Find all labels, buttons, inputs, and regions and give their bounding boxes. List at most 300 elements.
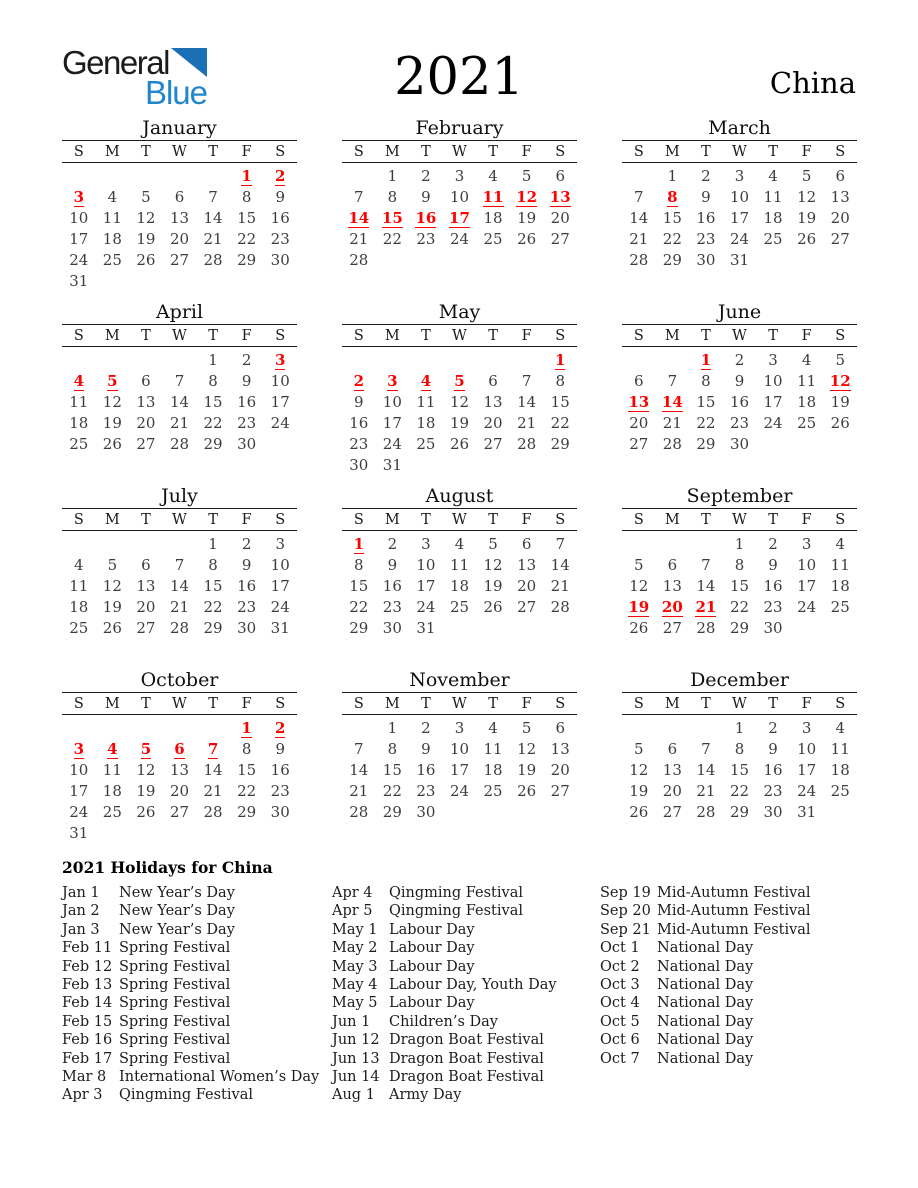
- empty-cell: [129, 166, 163, 187]
- weekday-label: T: [141, 143, 151, 160]
- calendar-day: 26: [102, 435, 122, 453]
- calendar-day: 25: [69, 619, 89, 637]
- calendar-day-holiday: 4: [107, 740, 118, 758]
- calendar-day: 8: [387, 740, 398, 758]
- calendar-day: 29: [382, 803, 402, 821]
- month-title: May: [438, 301, 481, 323]
- calendar-day: 26: [102, 619, 122, 637]
- holiday-name: National Day: [657, 977, 754, 994]
- weekday-label: S: [555, 143, 566, 160]
- calendar-day: 9: [701, 188, 711, 206]
- calendar-day: 16: [763, 761, 783, 779]
- calendar-day: 24: [449, 782, 470, 800]
- holiday-row: [62, 921, 332, 939]
- holiday-name: Spring Festival: [119, 1032, 231, 1049]
- holiday-row: [332, 1086, 600, 1104]
- holiday-date: Feb 16: [62, 1032, 113, 1049]
- calendar-day: 21: [203, 230, 223, 248]
- weekday-label: S: [353, 327, 364, 344]
- calendar-day: 5: [835, 351, 845, 369]
- weekday-label: M: [664, 143, 680, 160]
- weekday-label: T: [768, 695, 778, 712]
- calendar-day: 5: [634, 740, 644, 758]
- weekday-label: T: [208, 143, 218, 160]
- calendar-day: 30: [763, 619, 783, 637]
- calendar-day: 1: [667, 167, 678, 185]
- calendar-day: 30: [237, 435, 257, 453]
- weekday-label: F: [521, 695, 532, 712]
- calendar-day-holiday: 1: [241, 167, 252, 185]
- calendar-day: 6: [174, 188, 185, 206]
- calendar-day: 6: [555, 167, 565, 185]
- calendar-day: 4: [835, 719, 845, 737]
- holiday-name: International Women’s Day: [119, 1069, 320, 1086]
- calendar-day: 25: [483, 782, 503, 800]
- calendar-day-holiday: 14: [661, 393, 683, 411]
- holiday-name: Labour Day: [389, 921, 475, 938]
- calendar-day: 13: [136, 577, 156, 595]
- calendar-day: 14: [696, 761, 716, 779]
- calendar-day-holiday: 14: [348, 209, 370, 227]
- calendar-day: 16: [729, 393, 750, 411]
- calendar-day: 8: [241, 740, 252, 758]
- calendar-day: 12: [449, 393, 470, 411]
- holiday-row: [62, 1013, 332, 1031]
- calendar-day: 17: [416, 577, 436, 595]
- empty-cell: [476, 350, 510, 371]
- month-title: October: [140, 669, 219, 691]
- calendar-day: 28: [696, 619, 716, 637]
- calendar-day: 8: [555, 372, 565, 390]
- holiday-name: Army Day: [389, 1087, 462, 1104]
- calendar-day: 10: [449, 740, 470, 758]
- calendar-day: 23: [237, 414, 257, 432]
- weekday-label: S: [73, 511, 84, 528]
- weekday-label: T: [488, 511, 498, 528]
- empty-cell: [163, 350, 197, 371]
- calendar-day: 18: [102, 230, 122, 248]
- calendar-day: 18: [797, 393, 817, 411]
- weekday-label: S: [835, 143, 846, 160]
- weekday-label: F: [801, 695, 812, 712]
- calendar-day: 10: [449, 188, 470, 206]
- calendar-day: 25: [416, 435, 436, 453]
- calendar-day: 28: [349, 251, 369, 269]
- empty-cell: [689, 534, 723, 555]
- calendar-day: 27: [550, 230, 570, 248]
- calendar-day: 17: [69, 230, 89, 248]
- calendar-day: 25: [830, 598, 850, 616]
- weekday-label: S: [633, 327, 644, 344]
- calendar-day: 15: [349, 577, 369, 595]
- weekday-label: S: [633, 511, 644, 528]
- calendar-day: 27: [517, 598, 537, 616]
- empty-cell: [510, 350, 544, 371]
- holiday-date: Apr 4: [332, 885, 373, 901]
- empty-cell: [689, 718, 723, 739]
- calendar-day: 9: [354, 393, 364, 411]
- calendar-day: 2: [421, 719, 431, 737]
- calendar-day: 20: [169, 782, 190, 800]
- holiday-row: [62, 958, 332, 976]
- calendar-day: 11: [830, 740, 850, 758]
- calendar-day: 22: [729, 598, 750, 616]
- calendar-day: 15: [203, 393, 223, 411]
- holiday-row: [332, 958, 600, 976]
- empty-cell: [622, 534, 656, 555]
- calendar-day: 19: [797, 209, 817, 227]
- calendar-day: 31: [729, 251, 750, 269]
- weekday-label: M: [664, 511, 680, 528]
- calendar-day: 14: [696, 577, 716, 595]
- holiday-row: [600, 994, 857, 1012]
- calendar-day: 28: [203, 803, 223, 821]
- weekday-label: F: [801, 511, 812, 528]
- calendar-day: 3: [734, 167, 745, 185]
- calendar-day: 8: [701, 372, 711, 390]
- calendar-day: 19: [629, 782, 649, 800]
- calendar-day: 29: [203, 435, 223, 453]
- weekday-label: F: [801, 327, 812, 344]
- holiday-date: Jun 14: [332, 1069, 380, 1086]
- calendar-day: 7: [354, 740, 364, 758]
- calendar-day: 27: [483, 435, 503, 453]
- month-april: [62, 301, 297, 476]
- calendar-day-holiday: 1: [700, 351, 712, 369]
- calendar-day: 9: [768, 740, 778, 758]
- weekday-label: S: [275, 143, 286, 160]
- holiday-column: [332, 884, 600, 1105]
- calendar-day: 26: [136, 803, 156, 821]
- calendar-day-holiday: 21: [695, 598, 717, 616]
- weekday-label: W: [172, 695, 187, 712]
- calendar-day: 22: [550, 414, 570, 432]
- calendar-day: 9: [241, 556, 252, 574]
- holiday-date: Oct 6: [600, 1032, 640, 1049]
- calendar-day: 29: [349, 619, 369, 637]
- month-july: [62, 485, 297, 660]
- calendar-day: 29: [696, 435, 716, 453]
- calendar-day: 30: [763, 803, 783, 821]
- weekday-label: T: [488, 327, 498, 344]
- month-dates: [342, 715, 577, 844]
- calendar-day: 21: [203, 782, 223, 800]
- calendar-day: 31: [416, 619, 436, 637]
- calendar-day-holiday: 2: [353, 372, 364, 390]
- calendar-day: 27: [136, 619, 156, 637]
- calendar-day: 19: [449, 414, 470, 432]
- weekday-label: W: [732, 511, 747, 528]
- holiday-row: [332, 884, 600, 902]
- calendar-day: 8: [241, 188, 252, 206]
- holiday-row: [332, 976, 600, 994]
- month-title: June: [717, 301, 762, 323]
- weekday-label: W: [732, 143, 747, 160]
- calendar-day: 2: [387, 535, 398, 553]
- weekday-header-row: [342, 140, 577, 163]
- weekday-label: M: [664, 695, 680, 712]
- month-october: [62, 669, 297, 844]
- calendar-day: 11: [763, 188, 783, 206]
- weekday-label: T: [701, 327, 711, 344]
- calendar-day: 13: [550, 740, 570, 758]
- calendar-day: 11: [830, 556, 850, 574]
- weekday-label: T: [208, 327, 218, 344]
- holiday-date: Feb 14: [62, 995, 113, 1012]
- calendar-day: 14: [349, 761, 369, 779]
- calendar-day: 26: [797, 230, 817, 248]
- holiday-date: Oct 3: [600, 977, 640, 994]
- calendar-day: 19: [517, 209, 537, 227]
- calendar-day: 22: [203, 598, 223, 616]
- empty-cell: [443, 350, 477, 371]
- holiday-row: [332, 1050, 600, 1068]
- calendar-day: 8: [734, 556, 745, 574]
- calendar-day: 11: [102, 761, 122, 779]
- calendar-day: 30: [729, 435, 750, 453]
- holiday-date: May 4: [332, 977, 378, 994]
- calendar-day-holiday: 5: [140, 740, 152, 758]
- calendar-day: 20: [136, 598, 156, 616]
- calendar-day: 23: [416, 230, 436, 248]
- weekday-header-row: [342, 324, 577, 347]
- holiday-date: Feb 11: [62, 940, 113, 957]
- calendar-day: 13: [517, 556, 537, 574]
- empty-cell: [622, 350, 656, 371]
- weekday-label: M: [104, 143, 120, 160]
- calendar-day: 12: [629, 761, 649, 779]
- calendar-day: 20: [169, 230, 190, 248]
- calendar-day: 25: [483, 230, 503, 248]
- calendar-day: 27: [136, 435, 156, 453]
- calendar-day: 29: [203, 619, 223, 637]
- holiday-name: Spring Festival: [119, 977, 231, 994]
- calendar-day: 17: [69, 782, 89, 800]
- calendar-day: 26: [830, 414, 850, 432]
- calendar-day: 31: [797, 803, 817, 821]
- calendar-day: 16: [416, 761, 436, 779]
- calendar-day: 7: [521, 372, 532, 390]
- holiday-name: Dragon Boat Festival: [389, 1032, 544, 1049]
- weekday-label: T: [421, 327, 431, 344]
- calendar-day: 25: [449, 598, 470, 616]
- calendar-day: 21: [629, 230, 649, 248]
- empty-cell: [129, 534, 163, 555]
- calendar-day: 7: [634, 188, 644, 206]
- weekday-label: M: [104, 695, 120, 712]
- calendar-day-holiday: 2: [274, 167, 286, 185]
- calendar-day: 19: [102, 414, 122, 432]
- calendar-day: 4: [801, 351, 812, 369]
- empty-cell: [376, 350, 410, 371]
- weekday-label: T: [421, 143, 431, 160]
- holiday-date: Mar 8: [62, 1069, 107, 1086]
- calendar-day-holiday: 5: [454, 372, 465, 390]
- calendar-day: 1: [387, 167, 398, 185]
- calendar-day: 3: [275, 535, 285, 553]
- holiday-name: Spring Festival: [119, 1050, 231, 1067]
- calendar-day-holiday: 15: [381, 209, 403, 227]
- weekday-label: T: [768, 511, 778, 528]
- holiday-row: [600, 958, 857, 976]
- calendar-day: 16: [349, 414, 369, 432]
- calendar-day: 26: [629, 619, 649, 637]
- calendar-day: 10: [797, 556, 817, 574]
- calendar-day: 8: [354, 556, 364, 574]
- calendar-day: 3: [421, 535, 431, 553]
- calendar-day: 11: [416, 393, 436, 411]
- calendar-day: 6: [835, 167, 845, 185]
- calendar-day: 22: [662, 230, 682, 248]
- calendar-day: 17: [797, 761, 817, 779]
- calendar-day: 29: [237, 803, 257, 821]
- calendar-day: 20: [550, 209, 570, 227]
- calendar-day: 6: [667, 740, 678, 758]
- calendar-day: 13: [169, 209, 190, 227]
- weekday-label: S: [73, 327, 84, 344]
- holiday-date: Apr 5: [332, 903, 373, 920]
- calendar-day: 2: [734, 351, 745, 369]
- weekday-label: S: [555, 327, 566, 344]
- calendar-day: 23: [416, 782, 436, 800]
- empty-cell: [163, 534, 197, 555]
- month-dates: [342, 163, 577, 292]
- calendar-day-holiday: 3: [73, 740, 84, 758]
- calendar-day: 21: [696, 782, 716, 800]
- calendar-day: 27: [662, 619, 682, 637]
- calendar-day: 1: [734, 719, 745, 737]
- calendar-day: 9: [734, 372, 745, 390]
- calendar-day: 9: [275, 188, 285, 206]
- calendar-day: 10: [729, 188, 750, 206]
- weekday-header-row: [342, 692, 577, 715]
- calendar-day: 24: [729, 230, 750, 248]
- holiday-name: Dragon Boat Festival: [389, 1050, 544, 1067]
- holiday-name: Mid-Autumn Festival: [657, 885, 811, 901]
- calendar-day: 24: [416, 598, 436, 616]
- calendar-day: 13: [483, 393, 503, 411]
- calendar-day: 7: [174, 372, 185, 390]
- calendar-day: 14: [517, 393, 537, 411]
- calendar-day: 16: [270, 209, 290, 227]
- calendar-day: 13: [662, 577, 682, 595]
- calendar-day: 24: [382, 435, 402, 453]
- weekday-label: F: [241, 327, 252, 344]
- calendar-day: 8: [734, 740, 745, 758]
- calendar-day: 2: [241, 351, 252, 369]
- calendar-day: 30: [696, 251, 716, 269]
- holiday-name: Spring Festival: [119, 1013, 231, 1030]
- calendar-day: 21: [169, 598, 190, 616]
- calendar-day: 16: [237, 577, 257, 595]
- calendar-day: 20: [517, 577, 537, 595]
- holiday-date: Oct 7: [600, 1050, 640, 1067]
- holiday-name: Labour Day, Youth Day: [389, 977, 557, 994]
- calendar-day: 7: [555, 535, 565, 553]
- calendar-day: 4: [488, 719, 498, 737]
- calendar-day: 14: [169, 577, 190, 595]
- calendar-day: 15: [382, 761, 402, 779]
- calendar-day: 10: [69, 209, 89, 227]
- weekday-label: F: [241, 695, 252, 712]
- empty-cell: [342, 350, 376, 371]
- calendar-day: 12: [102, 577, 122, 595]
- holiday-date: Sep 19: [600, 885, 651, 901]
- calendar-day: 18: [763, 209, 783, 227]
- weekday-label: T: [141, 327, 151, 344]
- calendar-day: 13: [830, 188, 850, 206]
- calendar-day-holiday: 5: [107, 372, 118, 390]
- calendar-day: 6: [555, 719, 565, 737]
- calendar-day: 25: [763, 230, 783, 248]
- month-june: [622, 301, 857, 476]
- calendar-day-holiday: 6: [174, 740, 185, 758]
- holiday-date: Jun 13: [332, 1050, 380, 1067]
- holiday-name: Mid-Autumn Festival: [657, 921, 811, 938]
- calendar-day: 6: [667, 556, 678, 574]
- weekday-label: F: [521, 143, 532, 160]
- holiday-name: Spring Festival: [119, 995, 231, 1012]
- calendar-day: 15: [662, 209, 682, 227]
- holiday-name: National Day: [657, 1050, 754, 1067]
- calendar-day: 18: [69, 598, 89, 616]
- calendar-day: 21: [349, 782, 369, 800]
- calendar-day: 29: [237, 251, 257, 269]
- empty-cell: [96, 718, 130, 739]
- calendar-day: 23: [382, 598, 402, 616]
- holiday-date: Oct 1: [600, 940, 640, 957]
- month-dates: [622, 531, 857, 660]
- month-august: [342, 485, 577, 660]
- holiday-date: Oct 5: [600, 1013, 640, 1030]
- calendar-day: 20: [483, 414, 503, 432]
- calendar-day: 20: [830, 209, 850, 227]
- month-dates: [62, 163, 297, 292]
- calendar-day: 19: [136, 782, 156, 800]
- weekday-label: T: [488, 143, 498, 160]
- holiday-date: Sep 20: [600, 903, 651, 920]
- weekday-label: M: [384, 695, 400, 712]
- calendar-day: 14: [629, 209, 649, 227]
- calendar-day: 12: [102, 393, 122, 411]
- month-dates: [622, 163, 857, 292]
- calendar-day: 18: [449, 577, 470, 595]
- calendar-day-holiday: 3: [73, 188, 84, 206]
- calendar-day: 5: [141, 188, 151, 206]
- calendar-day: 30: [382, 619, 402, 637]
- holiday-row: [332, 939, 600, 957]
- calendar-day: 24: [797, 782, 817, 800]
- weekday-label: S: [275, 327, 286, 344]
- calendar-day: 27: [169, 251, 190, 269]
- calendar-day: 18: [483, 209, 503, 227]
- empty-cell: [96, 350, 130, 371]
- weekday-label: M: [384, 511, 400, 528]
- month-title: August: [425, 485, 494, 507]
- holiday-row: [332, 902, 600, 920]
- calendar-day: 10: [763, 372, 783, 390]
- calendar-day: 10: [69, 761, 89, 779]
- weekday-label: F: [241, 511, 252, 528]
- weekday-label: F: [241, 143, 252, 160]
- empty-cell: [409, 350, 443, 371]
- calendar-day: 1: [387, 719, 398, 737]
- calendar-day-holiday: 1: [353, 535, 364, 553]
- calendar-day: 29: [662, 251, 682, 269]
- month-title: July: [161, 485, 198, 507]
- calendar-day: 5: [801, 167, 812, 185]
- calendar-day: 22: [349, 598, 369, 616]
